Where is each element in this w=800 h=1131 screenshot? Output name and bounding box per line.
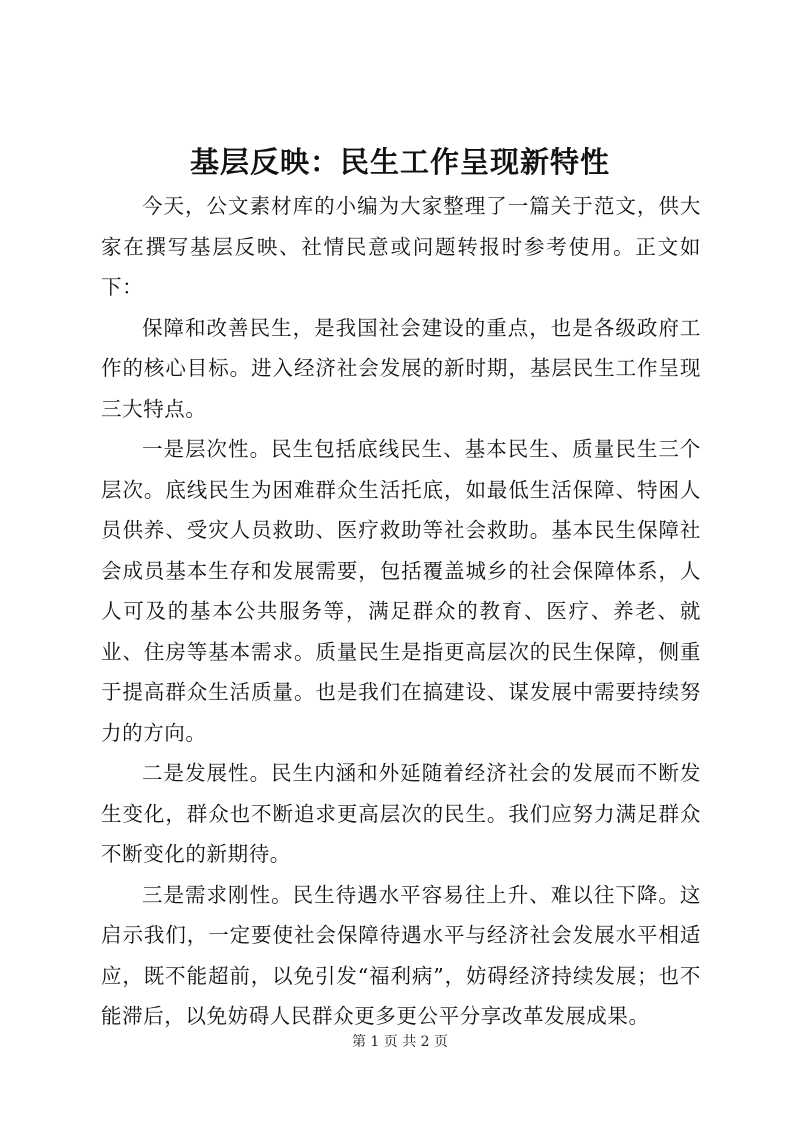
page-footer: 第 1 页 共 2 页	[351, 1034, 449, 1050]
document-title: 基层反映：民生工作呈现新特性	[189, 145, 610, 179]
paragraph-hierarchy: 一是层次性。民生包括底线民生、基本民生、质量民生三个层次。底线民生为困难群众生活托底，如最低生活保障、特困人员供养、受灾人员救助、医疗救助等社会救助。基本民生保障社会成员基本生存和发展需要，包括覆盖城乡的社会保障体系，人人可及的基本公共服务等，满足群众的教育、医疗、养老、就业、住房等基本需求。质量民生是指更高层次的民生保障，侧重于提高群众生活质量。也是我们在搞建设、谋发展中需要持续努力的方向。	[101, 437, 701, 745]
paragraph-rigidity: 三是需求刚性。民生待遇水平容易往上升、难以往下降。这启示我们，一定要使社会保障待遇水平与经济社会发展水平相适应，既不能超前，以免引发“福利病”，妨碍经济持续发展；也不能滞后，以免妨碍人民群众更多更公平分享改革发展成果。	[101, 882, 701, 1028]
document-body	[101, 186, 701, 1037]
paragraph-intro: 今天，公文素材库的小编为大家整理了一篇关于范文，供大家在撰写基层反映、社情民意或问题转报时参考使用。正文如下：	[101, 194, 701, 299]
paragraph-overview: 保障和改善民生，是我国社会建设的重点，也是各级政府工作的核心目标。进入经济社会发展的新时期，基层民生工作呈现三大特点。	[101, 315, 701, 421]
paragraph-development: 二是发展性。民生内涵和外延随着经济社会的发展而不断发生变化，群众也不断追求更高层次的民生。我们应努力满足群众不断变化的新期待。	[101, 761, 701, 866]
